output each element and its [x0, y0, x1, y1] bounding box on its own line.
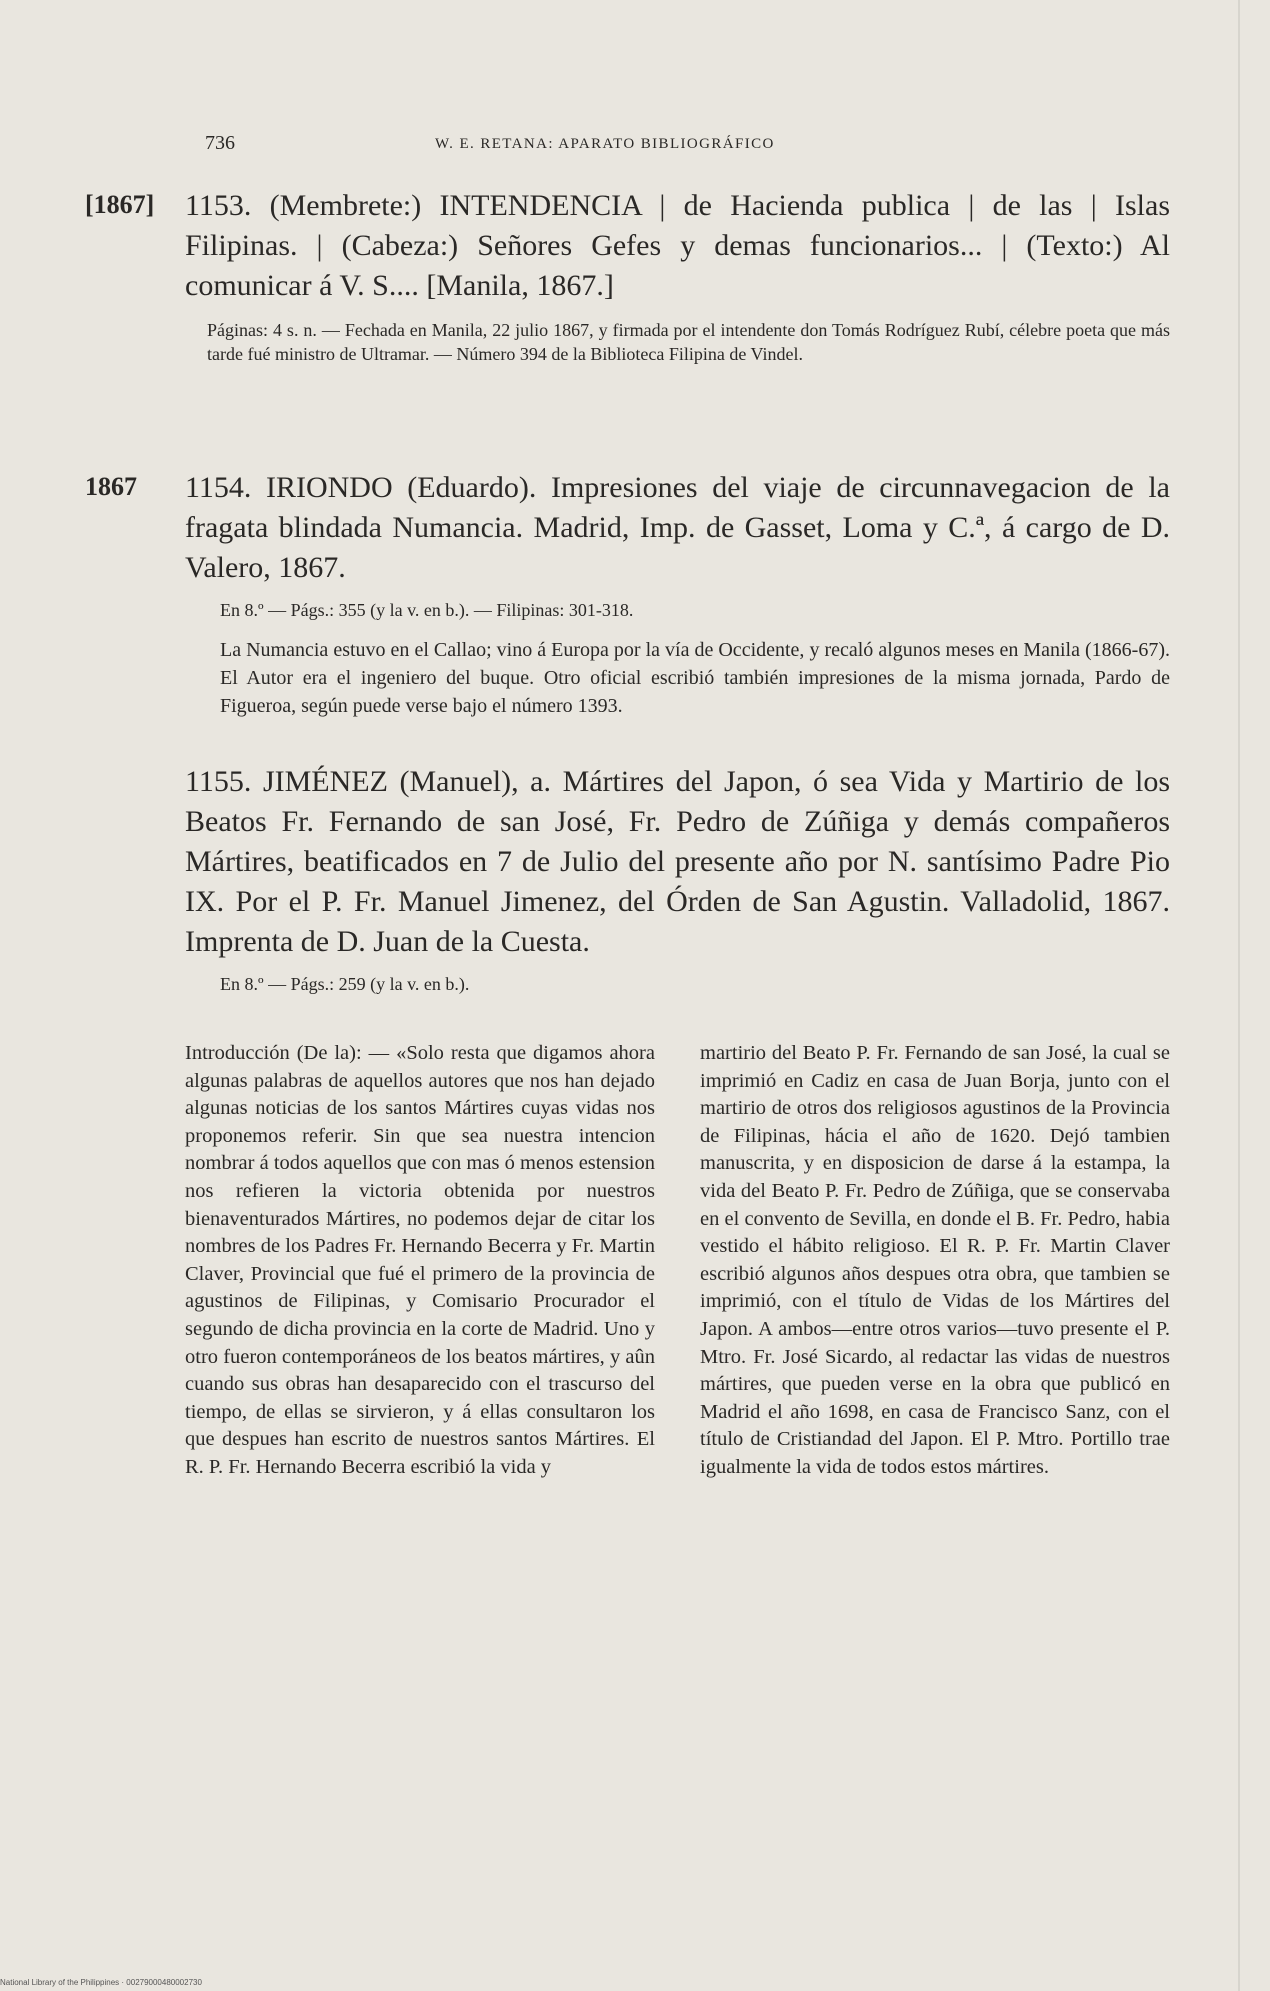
left-column: Introducción (De la): — «Solo resta que digamos ahora algunas palabras de aquellos autores que nos han dejado algunas noticias de los santos Mártires cuyas vidas nos proponemos referir. Sin que sea nuestra intencion nombrar á todos aquellos que con mas ó menos estension nos refieren la victoria obtenida por nuestros bienaventurados Mártires, no podemos dejar de citar los nombres de los Padres Fr. Hernando Becerra y Fr. Martin Claver, Provincial que fué el primero de la provincia de agustinos de Filipinas, y Comisario Procurador el segundo de dicha provincia en la corte de Madrid. Uno y otro fueron contemporáneos de los beatos mártires, y aûn cuando sus obras han desaparecido con el trascurso del tiempo, de ellas se sirvieron, y á ellas consultaron los que despues han escrito de nuestros santos Mártires. El R. P. Fr. Hernando Becerra escribió la vida y	[185, 1042, 655, 1478]
entry-text: 1153. (Membrete:) INTENDENCIA | de Hacienda publica | de las | Islas Filipinas. | (Cabeza:) Señores Gefes y demas funcionarios... | (Texto:) Al comunicar á V. S.... [Manila, 1867.]	[185, 189, 1170, 302]
page-number: 736	[205, 132, 235, 154]
entry-pages: En 8.º — Págs.: 355 (y la v. en b.). — Filipinas: 301-318.	[220, 600, 634, 620]
entry-1155	[185, 762, 1170, 996]
entry-1153	[85, 186, 1170, 366]
entry-text: 1154. IRIONDO (Eduardo). Impresiones del viaje de circunnavegacion de la fragata blindada Numancia. Madrid, Imp. de Gasset, Loma y C.ª, á cargo de D. Valero, 1867.	[185, 471, 1170, 584]
scan-footer: National Library of the Philippines · 00279000480002730	[0, 1978, 202, 1987]
entry-note: La Numancia estuvo en el Callao; vino á Europa por la vía de Occidente, y recaló algunos meses en Manila (1866-67). El Autor era el ingeniero del buque. Otro oficial escribió también impresiones de la misma jornada, Pardo de Figueroa, según puede verse bajo el número 1393.	[220, 639, 1170, 717]
entry-1154	[85, 468, 1170, 720]
running-title: W. E. RETANA: APARATO BIBLIOGRÁFICO	[435, 136, 775, 152]
scan-edge	[1238, 0, 1240, 1991]
entry-pages: En 8.º — Págs.: 259 (y la v. en b.).	[220, 974, 470, 994]
two-column-text	[185, 1040, 1170, 1482]
entry-year: 1867	[85, 472, 137, 501]
entry-note: Páginas: 4 s. n. — Fechada en Manila, 22 julio 1867, y firmada por el intendente don Tomás Rodríguez Rubí, célebre poeta que más tarde fué ministro de Ultramar. — Número 394 de la Biblioteca Filipina de Vindel.	[207, 320, 1170, 364]
entry-text: 1155. JIMÉNEZ (Manuel), a. Mártires del Japon, ó sea Vida y Martirio de los Beatos Fr. Fernando de san José, Fr. Pedro de Zúñiga y demás compañeros Mártires, beatificados en 7 de Julio del presente año por N. santísimo Padre Pio IX. Por el P. Fr. Manuel Jimenez, del Órden de San Agustin. Valladolid, 1867. Imprenta de D. Juan de la Cuesta.	[185, 765, 1170, 958]
entry-year: [1867]	[85, 190, 155, 219]
right-column: martirio del Beato P. Fr. Fernando de san José, la cual se imprimió en Cadiz en casa de Juan Borja, junto con el martirio de otros dos religiosos agustinos de la Provincia de Filipinas, hácia el año de 1620. Dejó tambien manuscrita, y en disposicion de darse á la estampa, la vida del Beato P. Fr. Pedro de Zúñiga, que se conservaba en el convento de Sevilla, en donde el B. Fr. Pedro, habia vestido el hábito religioso. El R. P. Fr. Martin Claver escribió algunos años despues otra obra, que tambien se imprimió, con el título de Vidas de los Mártires del Japon. A ambos—entre otros varios—tuvo presente el P. Mtro. Fr. José Sicardo, al redactar las vidas de nuestros mártires, que pueden verse en la obra que publicó en Madrid el año 1698, en casa de Francisco Sanz, con el título de Cristiandad del Japon. El P. Mtro. Portillo trae igualmente la vida de todos estos mártires.	[700, 1042, 1170, 1478]
